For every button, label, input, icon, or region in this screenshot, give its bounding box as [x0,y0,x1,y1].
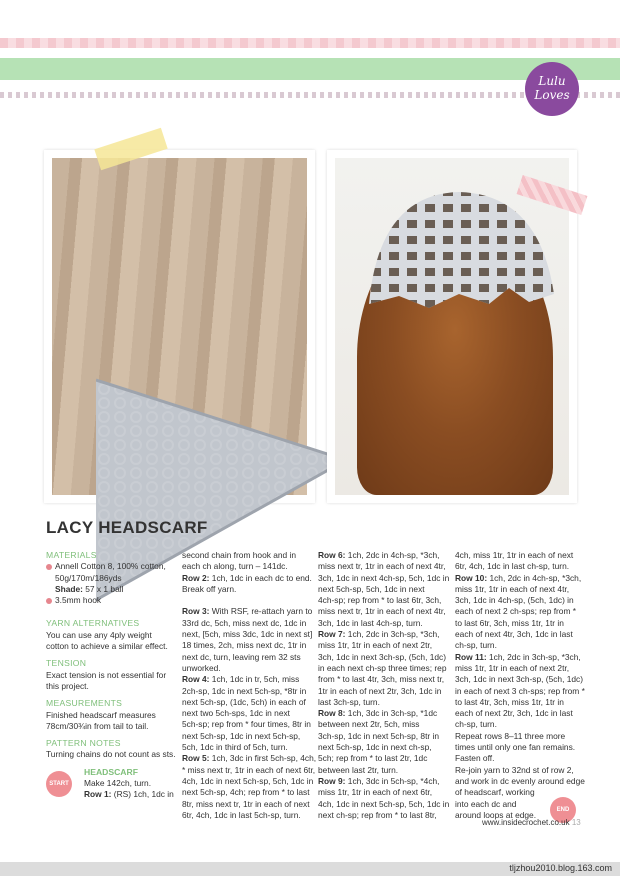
photo-left [44,150,315,503]
instruction-line: from * to last 4tr, 3ch, miss next tr, [318,674,445,685]
instruction-line: next, [5ch, miss 3dc, 1dc in next st] [182,629,313,640]
yarn-alternatives-heading: YARN ALTERNATIVES [46,618,140,629]
instruction-line: between last 2tr, turn. [318,764,399,775]
instruction-line: last 3ch-sp, turn. [318,696,380,707]
measurements-line: Finished headscarf measures [46,709,156,720]
instruction-line: around loops at edge. [455,809,537,820]
headscarf-heading: HEADSCARF [84,766,138,777]
materials-line: 50g/170m/186yds [55,572,122,583]
instruction-line: 3ch, 1dc in next 4ch-sp, 5ch, 1dc in [318,572,450,583]
instruction-line: into each dc and [455,798,517,809]
instruction-line: between next 2tr, 5ch, miss [318,719,420,730]
tension-heading: TENSION [46,658,87,669]
instruction-line: 33rd dc, 5ch, miss next dc, 1dc in [182,617,307,628]
instruction-line: each ch along, turn – 141dc. [182,561,288,572]
instruction-line: next 5ch-sp, 1dc in next 5ch-sp, [182,730,301,741]
materials-heading: MATERIALS [46,550,97,560]
instruction-line: ch-sp, turn. [455,640,497,651]
tension-line: this project. [46,680,89,691]
instruction-line: 3ch, 1dc in 4ch-sp, (5ch, 1dc) in [455,595,574,606]
instruction-line: miss 1tr, 1tr in each of next 4tr, [455,583,570,594]
instruction-line: Break off yarn. [182,583,237,594]
instruction-line: unworked. [182,662,221,673]
instruction-line: Re-join yarn to 32nd st of row 2, [455,764,574,775]
instruction-line: in each of next 3 ch-sps; rep from * [455,685,585,696]
instruction-line: 3ch, 1dc in next 3ch-sp, (5ch, 1dc) [318,651,447,662]
instruction-line: Row 5: 1ch, 3dc in first 5ch-sp, 4ch, [182,753,317,764]
instruction-line: of headscarf, working [455,787,535,798]
instruction-line: 5ch, 1dc in third of 5ch, turn. [182,742,288,753]
instruction-line: each of next 4tr, 3ch, 1dc in last [455,629,573,640]
instruction-line: Row 11: 1ch, 2dc in 3ch-sp, *3ch, [455,651,581,662]
lace-headscarf-worn-image [349,184,559,334]
instruction-line: 1tr in each of next 2tr, 3ch, 1dc in [318,685,442,696]
footer-url: www.insidecrochet.co.uk 13 [482,818,581,827]
column-rows-10-end [455,550,590,821]
instruction-line: Fasten off. [455,753,495,764]
instruction-line: next ch-sp; rep from * to last 8tr, [318,809,437,820]
instruction-line: 5ch-sp; rep from * four times, 8tr in [182,719,311,730]
instruction-line: 4ch, 1dc in next 5ch-sp, 5ch, 1dc in [318,798,450,809]
start-badge: START [46,771,72,797]
instruction-line: next 5ch-sp, 5ch, 1dc in next [318,583,425,594]
instruction-line: Row 9: 1ch, 3dc in 5ch-sp, *4ch, [318,775,440,786]
instruction-line: ch-sp, turn. [455,719,497,730]
instruction-line: to last 6tr, 3ch, miss 1tr, 1tr in [455,617,564,628]
instruction-line: next 5ch-sp, 4ch; rep from * to last [182,787,310,798]
column-rows-6-9 [318,550,453,821]
headscarf-section [46,767,178,801]
instruction-line: 3ch, 1dc in next 3ch-sp, (5ch, 1dc) [455,674,584,685]
instruction-line: times until only one fan remains. [455,742,576,753]
instruction-line: 3ch-sp, 1dc in next 5ch-sp, 8tr in [318,730,440,741]
instruction-line: Row 4: 1ch, 1dc in tr, 5ch, miss [182,674,300,685]
headscarf-line: Make 142ch, turn. [84,778,152,789]
instruction-line: 4ch, miss 1tr, 1tr in each of next [455,550,574,560]
instruction-line: and work in dc evenly around edge [455,775,585,786]
end-badge: END [550,797,576,823]
measurements-heading: MEASUREMENTS [46,698,123,709]
instruction-line: 4ch, 1dc in next 5ch-sp, 5ch, 1dc in [182,775,314,786]
instruction-line: 8tr, miss next tr, 1tr in each of next [182,798,310,809]
instruction-line: 4ch-sp; rep from * to last 6tr, 3ch, [318,595,442,606]
instruction-line: 6tr, 4ch, 1dc in last ch-sp, turn. [455,561,570,572]
yarn-line: cotton to achieve a similar effect. [46,641,168,652]
page-title: LACY HEADSCARF [46,518,208,537]
shade-line: Shade: 57 x 1 ball [55,583,124,594]
instruction-line: next 5ch-sp, 1dc in next ch-sp, [318,742,432,753]
instruction-line [182,595,317,606]
instruction-line: miss 1tr, 1tr in each of next 2tr, [318,640,433,651]
instruction-line: second chain from hook and in [182,550,297,560]
instruction-line: Row 8: 1ch, 3dc in 3ch-sp, *1dc [318,708,438,719]
yarn-line: You can use any 4ply weight [46,629,152,640]
instruction-line: 6tr, 4ch, 1dc in last 5ch-sp, turn. [182,809,301,820]
instruction-line: Repeat rows 8–11 three more [455,730,566,741]
pattern-notes-heading: PATTERN NOTES [46,738,121,749]
row1-line: Row 1: (RS) 1ch, 1dc in [84,789,174,800]
bullet-icon [46,598,52,604]
instruction-line: to last 4tr, 3ch, miss 1tr, 1tr in [455,696,564,707]
bullet-icon [46,564,52,570]
instruction-line: Row 10: 1ch, 2dc in 4ch-sp, *3ch, [455,572,582,583]
tension-line: Exact tension is not essential for [46,669,167,680]
instruction-line: each of next 2tr, 3ch, 1dc in last [455,708,573,719]
instruction-line: * miss next tr, 1tr in each of next 6tr, [182,764,316,775]
instruction-line: Row 3: With RSF, re-attach yarn to [182,606,313,617]
instruction-line: miss next tr, 1tr in each of next 4tr, [318,606,446,617]
instruction-line: 18 times, 2ch, miss next dc, 1tr in [182,640,307,651]
photo-right [327,150,577,503]
column-materials [46,550,178,801]
decorative-lace-band [0,38,620,48]
page-number: 13 [571,818,581,827]
instruction-line: Row 2: 1ch, 1dc in each dc to end. [182,572,312,583]
watermark-bar [0,862,620,876]
instruction-line: 3ch, 1dc in last 4ch-sp, turn. [318,617,423,628]
lulu-loves-logo: Lulu Loves [525,62,579,116]
instruction-line: miss 1tr, 1tr in each of next 6tr, [318,787,433,798]
instruction-line: each of next 2 ch-sps; rep from * [455,606,577,617]
instruction-line: 5ch; rep from * to last 2tr, 1dc [318,753,428,764]
hook-line: 3.5mm hook [46,595,178,606]
instruction-line: miss next tr, 1tr in each of next 4tr, [318,561,446,572]
watermark-text: tljzhou2010.blog.163.com [509,863,612,873]
instruction-line: miss 1tr, 1tr in each of next 2tr, [455,662,570,673]
instruction-line: Row 6: 1ch, 2dc in 4ch-sp, *3ch, [318,550,440,560]
instruction-line: Row 7: 1ch, 2dc in 3ch-sp, *3ch, [318,629,440,640]
measurements-line: 78cm/30¾in from tail to tail. [46,720,149,731]
column-rows-2-5 [182,550,317,821]
instruction-line: next dc, turn, leaving rem 32 sts [182,651,301,662]
instruction-line: next two 5ch-sps, 1dc in next [182,708,290,719]
instruction-line: in each next ch-sp three times; rep [318,662,447,673]
instruction-line: 2ch-sp, 1dc in next 5ch-sp, *8tr in [182,685,307,696]
instruction-line: next 5ch-sp, (1dc, 5ch) in each of [182,696,306,707]
materials-line: Annell Cotton 8, 100% cotton, [46,561,178,572]
pattern-notes-line: Turning chains do not count as sts. [46,749,176,760]
